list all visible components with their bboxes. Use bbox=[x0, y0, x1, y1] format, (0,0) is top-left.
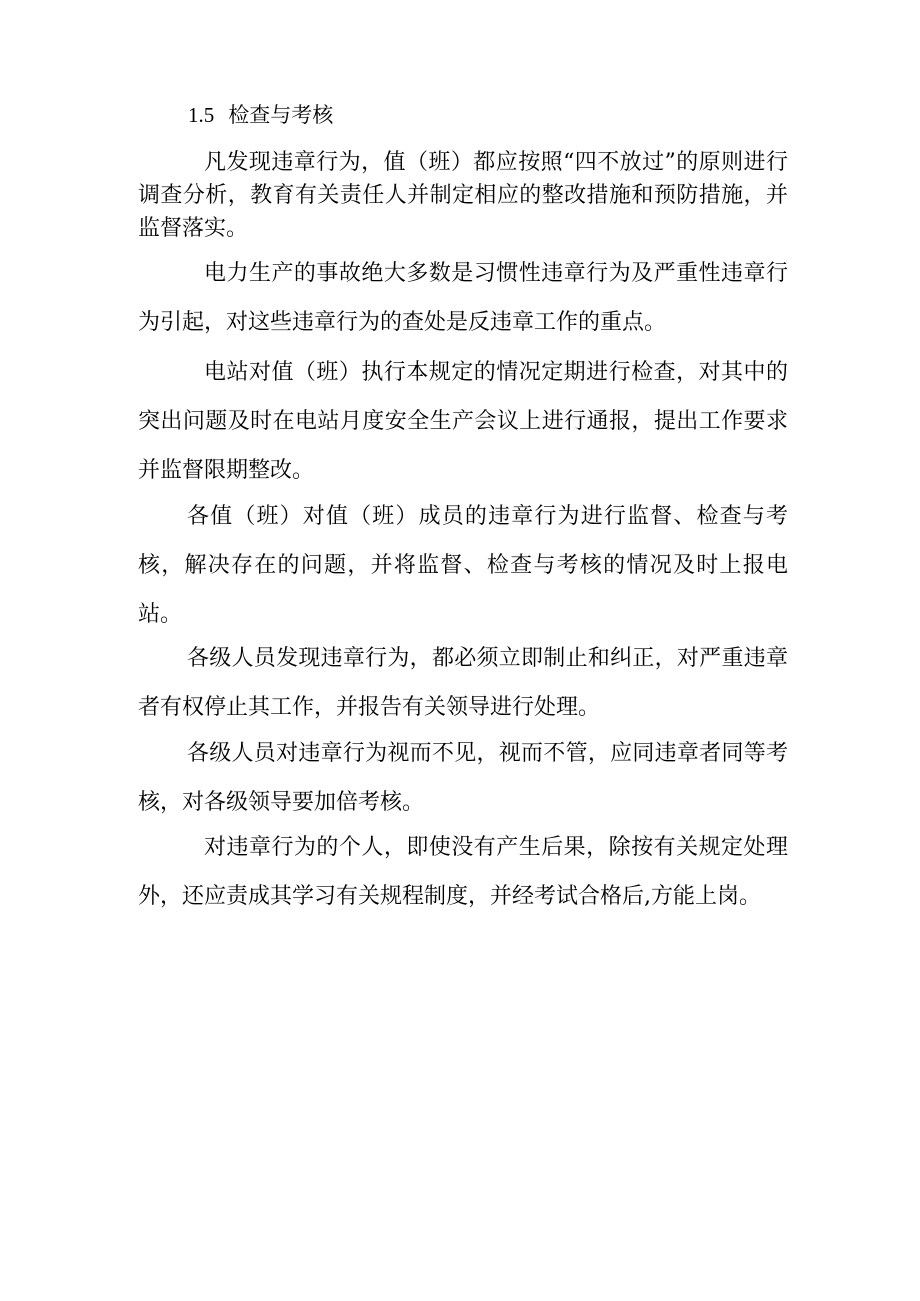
paragraph-2: 电力生产的事故绝大多数是习惯性违章行为及严重性违章行为引起，对这些违章行为的查处是反违章工作的重点。 bbox=[138, 261, 788, 335]
section-title: 检查与考核 bbox=[228, 103, 334, 127]
paragraph-3: 电站对值（班）执行本规定的情况定期进行检查，对其中的突出问题及时在电站月度安全生产会议上进行通报，提出工作要求并监督限期整改。 bbox=[138, 360, 788, 483]
paragraph-5: 各级人员发现违章行为，都必须立即制止和纠正，对严重违章者有权停止其工作，并报告有关领导进行处理。 bbox=[138, 646, 788, 720]
paragraph-4: 各值（班）对值（班）成员的违章行为进行监督、检查与考核，解决存在的问题，并将监督、检查与考核的情况及时上报电站。 bbox=[138, 504, 788, 627]
paragraph-7: 对违章行为的个人，即使没有产生后果，除按有关规定处理外，还应责成其学习有关规程制度，并经考试合格后,方能上岗。 bbox=[138, 835, 788, 909]
section-heading bbox=[188, 100, 333, 130]
section-number: 1.5 bbox=[188, 103, 215, 127]
paragraph-1: 凡发现违章行为，值（班）都应按照“四不放过”的原则进行调查分析，教育有关责任人并制定相应的整改措施和预防措施，并监督落实。 bbox=[138, 150, 788, 241]
paragraph-6: 各级人员对违章行为视而不见，视而不管，应同违章者同等考核，对各级领导要加倍考核。 bbox=[138, 741, 788, 815]
